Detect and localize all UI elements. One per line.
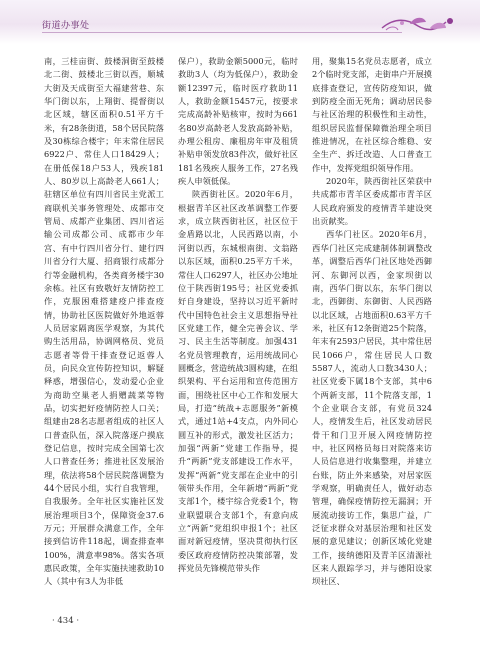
body-paragraph: 保户），救助金额5000元，临时救助3人（均为低保户），救助金额12397元，临时医疗救助11人，救助金额15457元，按要求完成高龄补贴核审，按时为661名80岁高龄老人发放高龄补贴，办理公租房、廉租房年审及租赁补贴申领发放83件次，做好社区181名残疾人服务工作，27名残疾人申领低保。 <box>178 56 298 187</box>
section-title: 街道办事处 <box>42 21 90 31</box>
body-paragraph: 南，三桂亩街、鼓楼洞街至鼓楼北二街、鼓楼北三街以西，顺城大街及天成街至大福建营巷、东华门街以东，上翔街、提督街以北区域，辖区面积0.51平方千米，有28条街道，58个居民院落及30栋综合楼宇；年末常住居民6922户、常住人口18429人；在册低保18户53人，残疾181人、80岁以上高龄老人661人；驻辖区单位有四川省民主党派工商联机关事务管理处、成都市交管局、成都产业集团、四川省运输公司成都公司、成都市少年宫、有中行四川省分行、建行四川省分行大厦、招商银行成都分行等金融机构，各类商务楼宇30余栋。社区有致敬好友情防控工作，克服困难搭建疫户排查疫情，协助社区医院做好外地返蓉人员居家隔离医学观察，为其代购生活用品，协调网格员、党员志愿者等骨干排查登记返蓉人员，向民众宣传防控知识，解疑释惑，增强信心，发动爱心企业为商助空巢老人捐赠蔬菜等物品，切实把好疫情防控人口关；组建由28名志愿者组成的社区人口普查队伍，深入院落逐户摸底登记信息，按时完成全国第七次人口普查任务；推进社区发展治理，依法将58个居民院落调整为44个居民小组，实行自我管理，自我服务。全年社区实施社区发展治理项目3个，保障资金37.6万元；开展群众满意工作，全年接到信访件118起，调查排查率100%，满意率98%。落实各项惠民政策，全年实施扶速救助10人（其中有3人为非低 <box>44 56 164 587</box>
body-paragraph: 陕西街社区。2020年6月，根据青羊区社区改革调整工作要求，成立陕西街社区，社区位于金盾路以北，人民西路以南，小河街以西，东城根南街、文翁路以东区域，面积0.25平方千米，常住人口6297人，社区办公地址位于陕西街195号；社区党委抓好自身建设，坚持以习近平新时代中国特色社会主义思想指导社区党建工作，健全完善会议、学习、民主生活等制度。加强431名党员管理教育，运用统战同心圆概念，营造统战3圆构建，在组织架构、平台运用和宣传范围方面，围绕社区中心工作和发展大局，打造“统战+志愿服务”新模式，通过1站+4支点，内外同心圆互补的形式，激发社区活力；加强“两新”党建工作指导，提升“两新”党支部建设工作水平，发挥“两新”党支部在企业中的引领带头作用，全年新增“两新”党支部1个，楼宇综合党委1个，物业联盟联合支部1个，有意向成立“两新”党组织申报1个；社区面对新冠疫情，坚决贯彻执行区委区政府疫情防控决策部署，发挥党员先锋模范带头作 <box>178 189 298 574</box>
text-column-2 <box>178 55 298 575</box>
page-number: · 434 · <box>52 616 80 626</box>
floral-ornament-icon <box>380 14 460 36</box>
text-column-1 <box>44 55 164 589</box>
text-column-3 <box>312 55 432 589</box>
body-paragraph: 用，聚集15名党员志愿者，成立2个临时党支部，走街串户开展摸底排查登记，宣传防疫知识，做到防疫全面无死角；调动居民参与社区治理的积极性和主动性，组织居民监督保障微治理全项目推进情况，在社区综合维稳、安全生产、拆迁改造、人口普查工作中，发挥党组织领导作用。 <box>312 56 432 173</box>
page-header <box>0 0 480 44</box>
body-paragraph: 2020年，陕西街社区荣获中共成都市青羊区委成都市青羊区人民政府颁发的疫情青羊建设突出贡献奖。 <box>312 176 432 227</box>
body-paragraph: 西华门社区。2020年6月，西华门社区完成建制体制调整改革，调整后西华门社区地处西御河、东御河以西，金家坝街以南，西华门街以东，东华门街以北，西御街、东御街、人民西路以北区域，占地面积0.63平方千米，社区有12条街道25个院落，年末有2593户居民，其中常住居民1066户，常住居民人口数5587人，流动人口数3430人；社区党委下属18个支部，其中6个两新支部，11个院落支部，1个企业联合支部，有党员324人，疫情发生后，社区发动居民骨干和门卫开展入网疫情防控中，社区网格员每日对院落来访人员信息进行收集整理，并建立台账，防止外来感染，对居家医学观察，明确责任人，做好动态管理，确保疫情防控无漏洞；开展流动接访工作，集思广益，广泛征求群众对基层治理和社区发展的意见建议；创新区域化党建工作，接纳德阳及青羊区清源社区来人跟踪学习，并与德阳设家坝社区、 <box>312 229 432 587</box>
header-rule <box>42 32 402 33</box>
